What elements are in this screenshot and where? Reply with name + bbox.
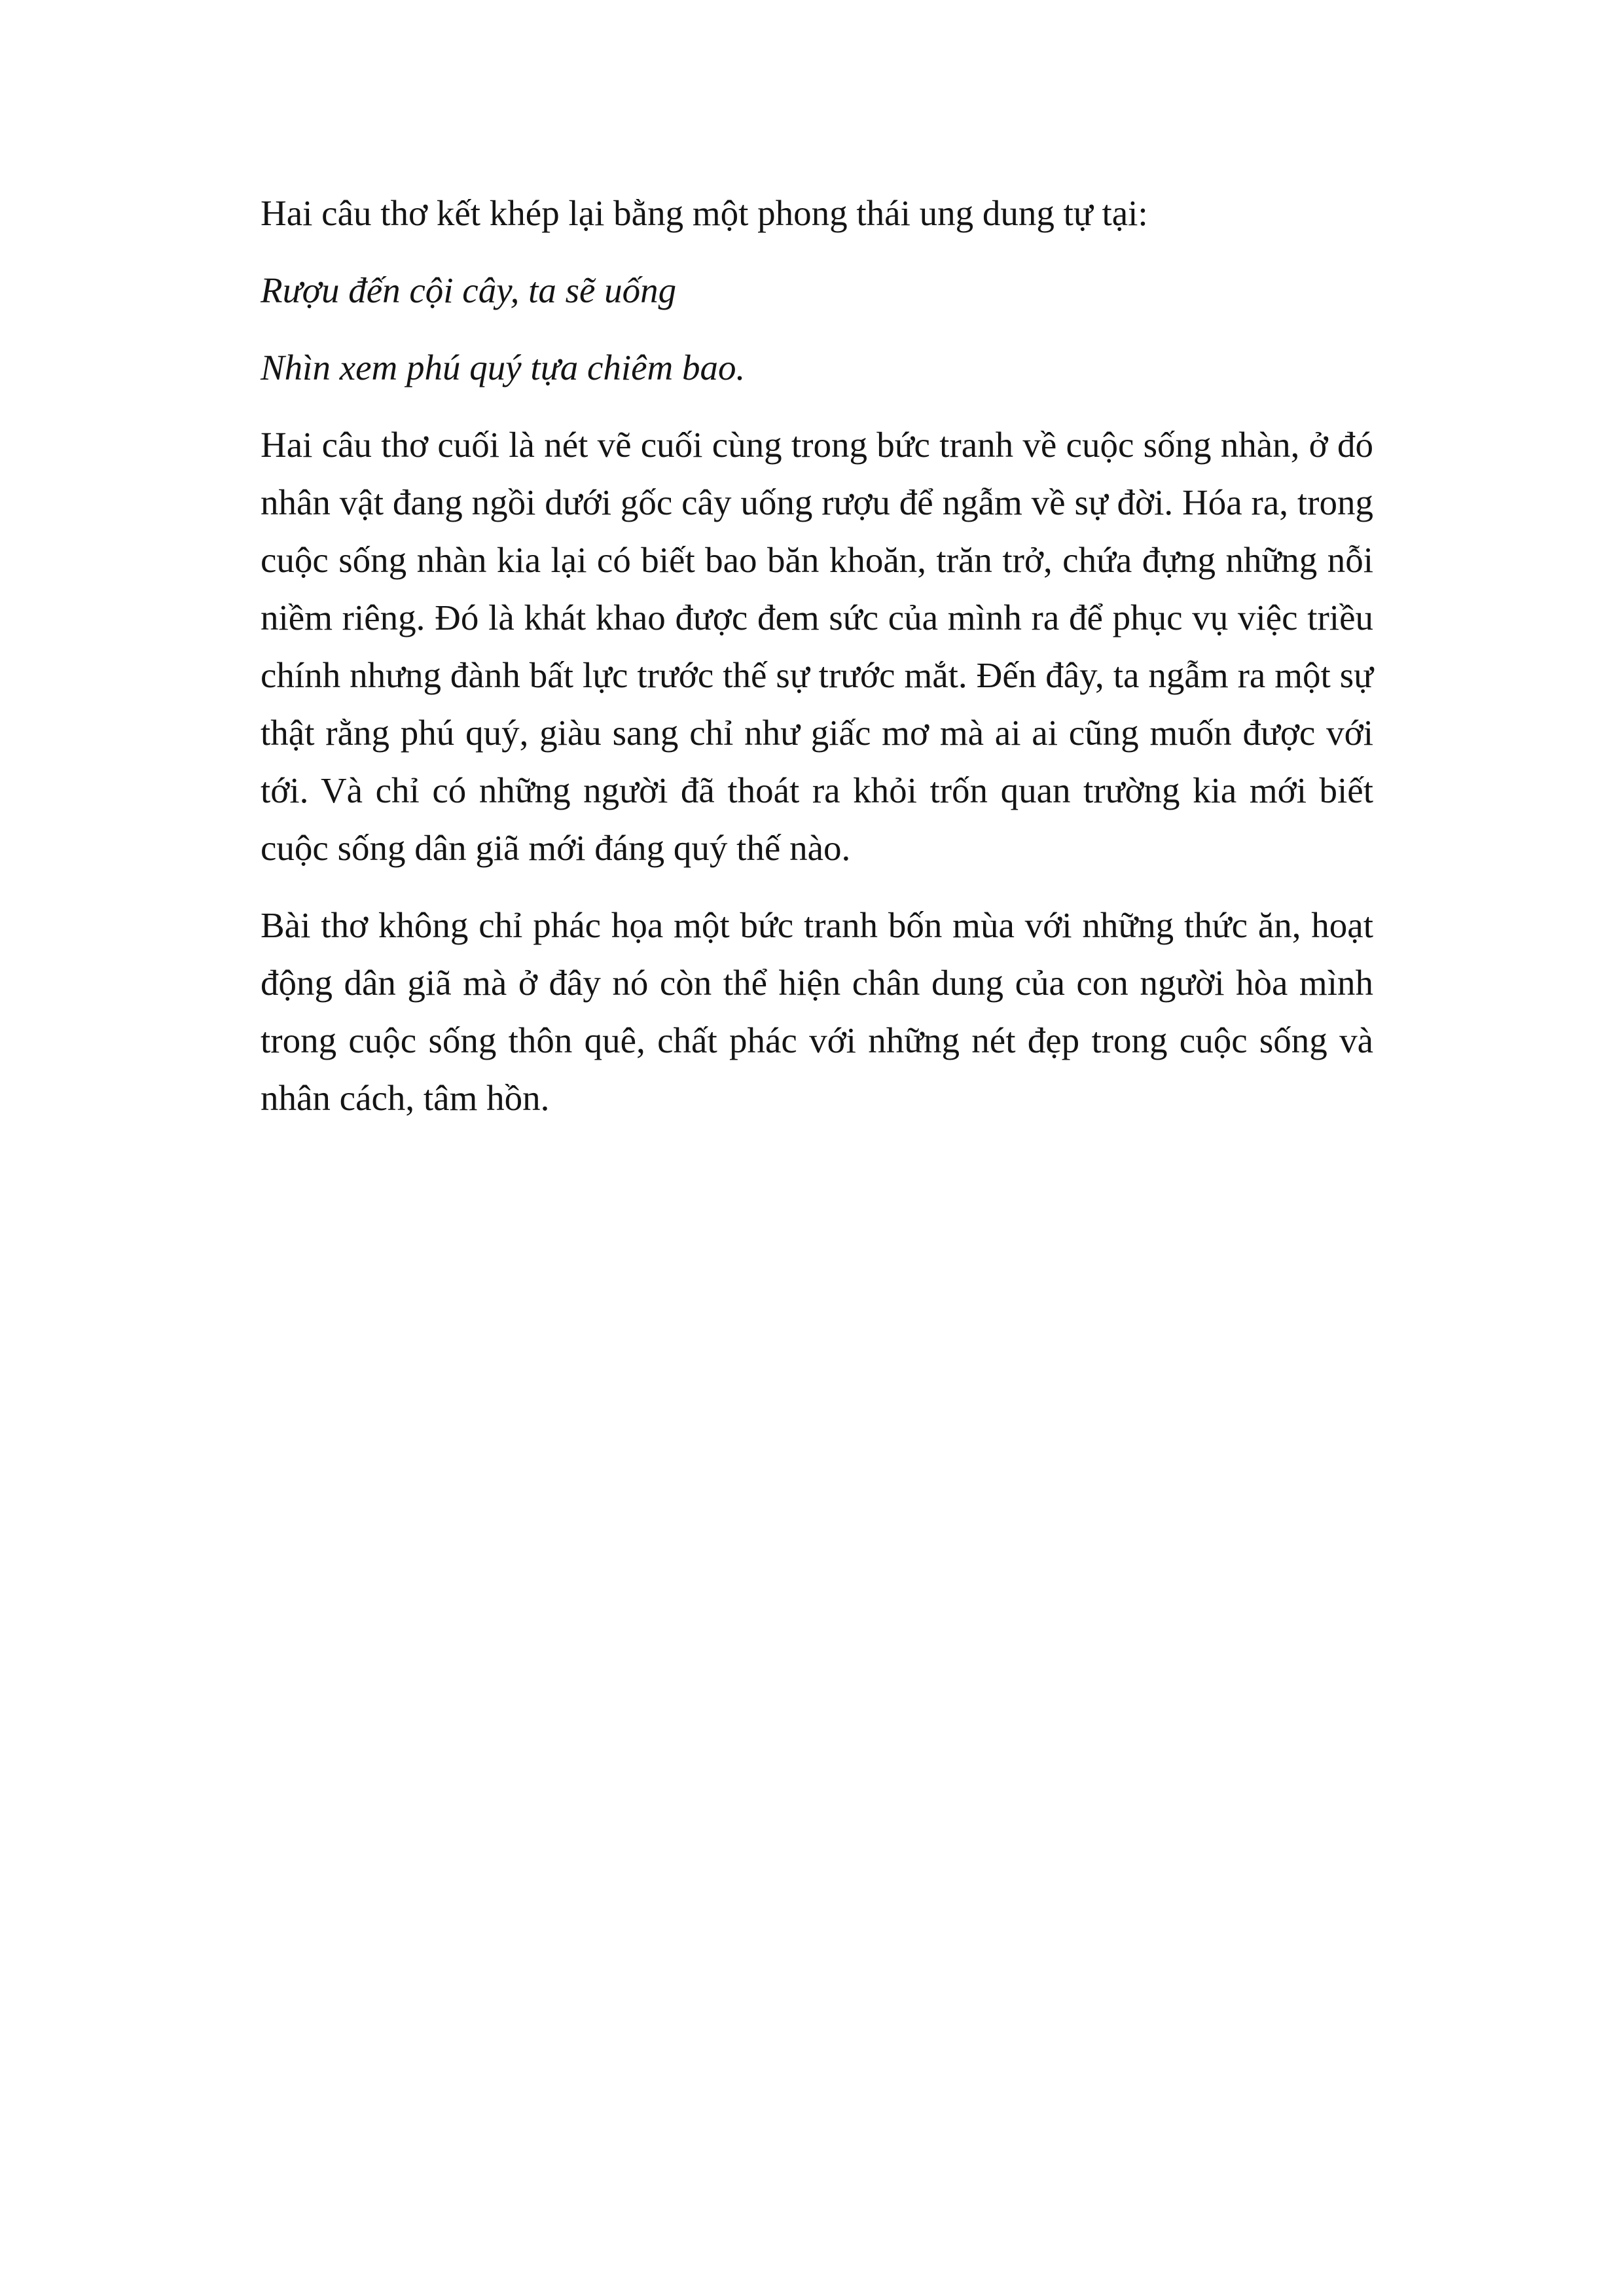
paragraph-analysis: Hai câu thơ cuối là nét vẽ cuối cùng trong bức tranh về cuộc sống nhàn, ở đó nhân vật đang ngồi dưới gốc cây uống rượu để ngẫm về sự đời. Hóa ra, trong cuộc sống nhàn kia lại có biết bao băn khoăn, trăn trở, chứa đựng những nỗi niềm riêng. Đó là khát khao được đem sức của mình ra để phục vụ việc triều chính nhưng đành bất lực trước thế sự trước mắt. Đến đây, ta ngẫm ra một sự thật rằng phú quý, giàu sang chỉ như giấc mơ mà ai ai cũng muốn được với tới. Và chỉ có những người đã thoát ra khỏi trốn quan trường kia mới biết cuộc sống dân giã mới đáng quý thế nào. [261,425,1373,868]
document-body [261,185,1373,1147]
verse-line-1: Rượu đến cội cây, ta sẽ uống [261,270,677,310]
intro-line: Hai câu thơ kết khép lại bằng một phong thái ung dung tự tại: [261,193,1148,233]
paragraph-conclusion: Bài thơ không chỉ phác họa một bức tranh bốn mùa với những thức ăn, hoạt động dân giã mà ở đây nó còn thể hiện chân dung của con người hòa mình trong cuộc sống thôn quê, chất phác với những nét đẹp trong cuộc sống và nhân cách, tâm hồn. [261,905,1373,1118]
verse-line-2: Nhìn xem phú quý tựa chiêm bao. [261,348,746,387]
